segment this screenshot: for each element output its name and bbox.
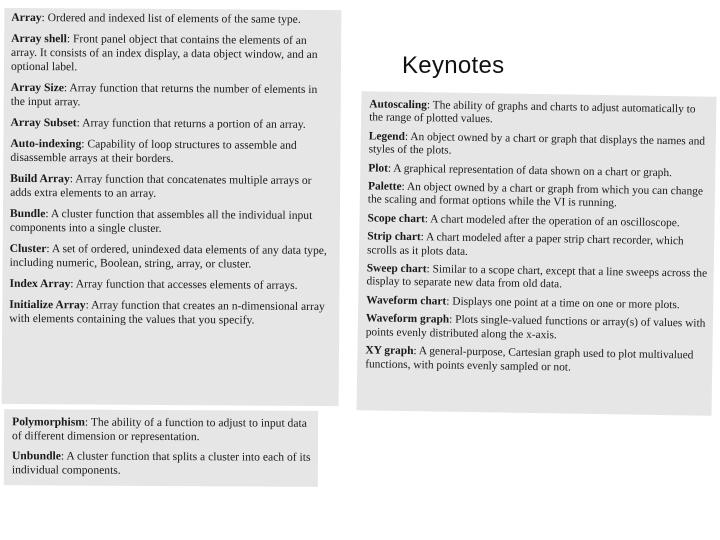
glossary-entry-strip-chart xyxy=(367,231,708,263)
term: XY graph xyxy=(365,344,414,358)
definition: : Ordered and indexed list of elements of the same type. xyxy=(41,11,301,26)
glossary-entry-palette xyxy=(368,180,709,212)
definition: : Capability of loop structures to assemble and disassemble arrays at their borders. xyxy=(10,137,297,166)
term: Scope chart xyxy=(367,212,425,226)
glossary-entry-auto-indexing xyxy=(10,137,333,167)
term: Array xyxy=(11,10,42,25)
glossary-entry-waveform-graph xyxy=(366,313,707,345)
definition: : Array function that concatenates multiple arrays or adds extra elements to an array. xyxy=(10,172,312,200)
definition: : A chart modeled after the operation of an oscilloscope. xyxy=(424,213,680,230)
definition: : A general-purpose, Cartesian graph used to plot multivalued functions, with points evenly sampled or not. xyxy=(365,345,694,374)
term: Array Subset xyxy=(10,115,77,130)
term: Array Size xyxy=(10,80,65,95)
glossary-entry-bundle xyxy=(10,207,333,237)
term: Auto-indexing xyxy=(10,136,82,151)
glossary-entry-array-shell xyxy=(11,32,334,76)
term: Unbundle xyxy=(11,449,61,463)
definition: : The ability of graphs and charts to adjust automatically to the range of plotted values. xyxy=(369,99,696,126)
glossary-entry-legend xyxy=(368,130,709,162)
definition: : An object owned by a chart or graph that displays the names and styles of the plots. xyxy=(368,130,706,157)
glossary-entry-array-size xyxy=(11,81,334,111)
definition: : A cluster function that splits a cluster into each of its individual components. xyxy=(11,449,311,477)
glossary-entry-cluster xyxy=(10,242,333,272)
definition: : Array function that accesses elements of arrays. xyxy=(70,277,298,292)
definition: : A chart modeled after a paper strip chart recorder, which scrolls as it plots data. xyxy=(366,231,684,258)
term: Waveform chart xyxy=(366,294,447,308)
term: Sweep chart xyxy=(366,262,427,276)
term: Plot xyxy=(368,161,389,175)
term: Strip chart xyxy=(367,230,421,244)
definition: : Similar to a scope chart, except that a line sweeps across the display to separate new data from old data. xyxy=(366,263,708,291)
glossary-entry-plot xyxy=(368,162,709,181)
slide-title: Keynotes xyxy=(402,52,505,79)
glossary-entry-array xyxy=(11,11,334,27)
term: Cluster xyxy=(9,241,47,256)
definition: : Plots single-valued functions or array(s) of values with points evenly distributed along the x-axis. xyxy=(365,313,706,342)
glossary-entry-xy-graph xyxy=(365,344,706,376)
glossary-scan-right xyxy=(357,91,717,416)
definition: : Front panel object that contains the elements of an array. It consists of an index display, a data object window, and an optional label. xyxy=(10,32,318,74)
definition: : Array function that returns a portion of an array. xyxy=(76,116,306,131)
term: Initialize Array xyxy=(9,297,86,312)
term: Legend xyxy=(368,130,405,143)
term: Palette xyxy=(367,180,402,193)
glossary-entry-autoscaling xyxy=(369,98,710,130)
term: Waveform graph xyxy=(365,312,450,326)
definition: : A graphical representation of data shown on a chart or graph. xyxy=(387,162,673,179)
term: Autoscaling xyxy=(369,98,428,112)
glossary-entry-unbundle xyxy=(12,449,311,479)
definition: : An object owned by a chart or graph from which you can change the scaling and format options while the VI is running. xyxy=(367,180,704,210)
glossary-entry-sweep-chart xyxy=(366,262,707,294)
definition: : A set of ordered, unindexed data elements of any data type, including numeric, Boolean, string, array, or cluster. xyxy=(9,242,327,271)
definition: : Array function that returns the number of elements in the input array. xyxy=(10,81,318,109)
glossary-entry-polymorphism xyxy=(12,415,311,445)
glossary-entry-build-array xyxy=(10,172,333,202)
glossary-entry-index-array xyxy=(9,277,332,293)
term: Array shell xyxy=(11,31,67,46)
definition: : Array function that creates an n-dimensional array with elements containing the values that you specify. xyxy=(9,298,325,327)
definition: : Displays one point at a time on one or more plots. xyxy=(446,295,680,312)
glossary-entry-initialize-array xyxy=(9,298,332,328)
glossary-entry-scope-chart xyxy=(367,212,708,231)
glossary-scan-left-bottom xyxy=(4,409,318,487)
glossary-entry-array-subset xyxy=(11,116,334,132)
definition: : A cluster function that assembles all the individual input components into a single cluster. xyxy=(9,207,313,235)
term: Bundle xyxy=(9,206,46,221)
term: Build Array xyxy=(10,171,70,186)
term: Index Array xyxy=(9,276,71,291)
glossary-entry-waveform-chart xyxy=(366,294,707,313)
term: Polymorphism xyxy=(12,415,85,429)
glossary-scan-left xyxy=(2,8,342,406)
definition: : The ability of a function to adjust to input data of different dimension or representation. xyxy=(12,415,307,444)
